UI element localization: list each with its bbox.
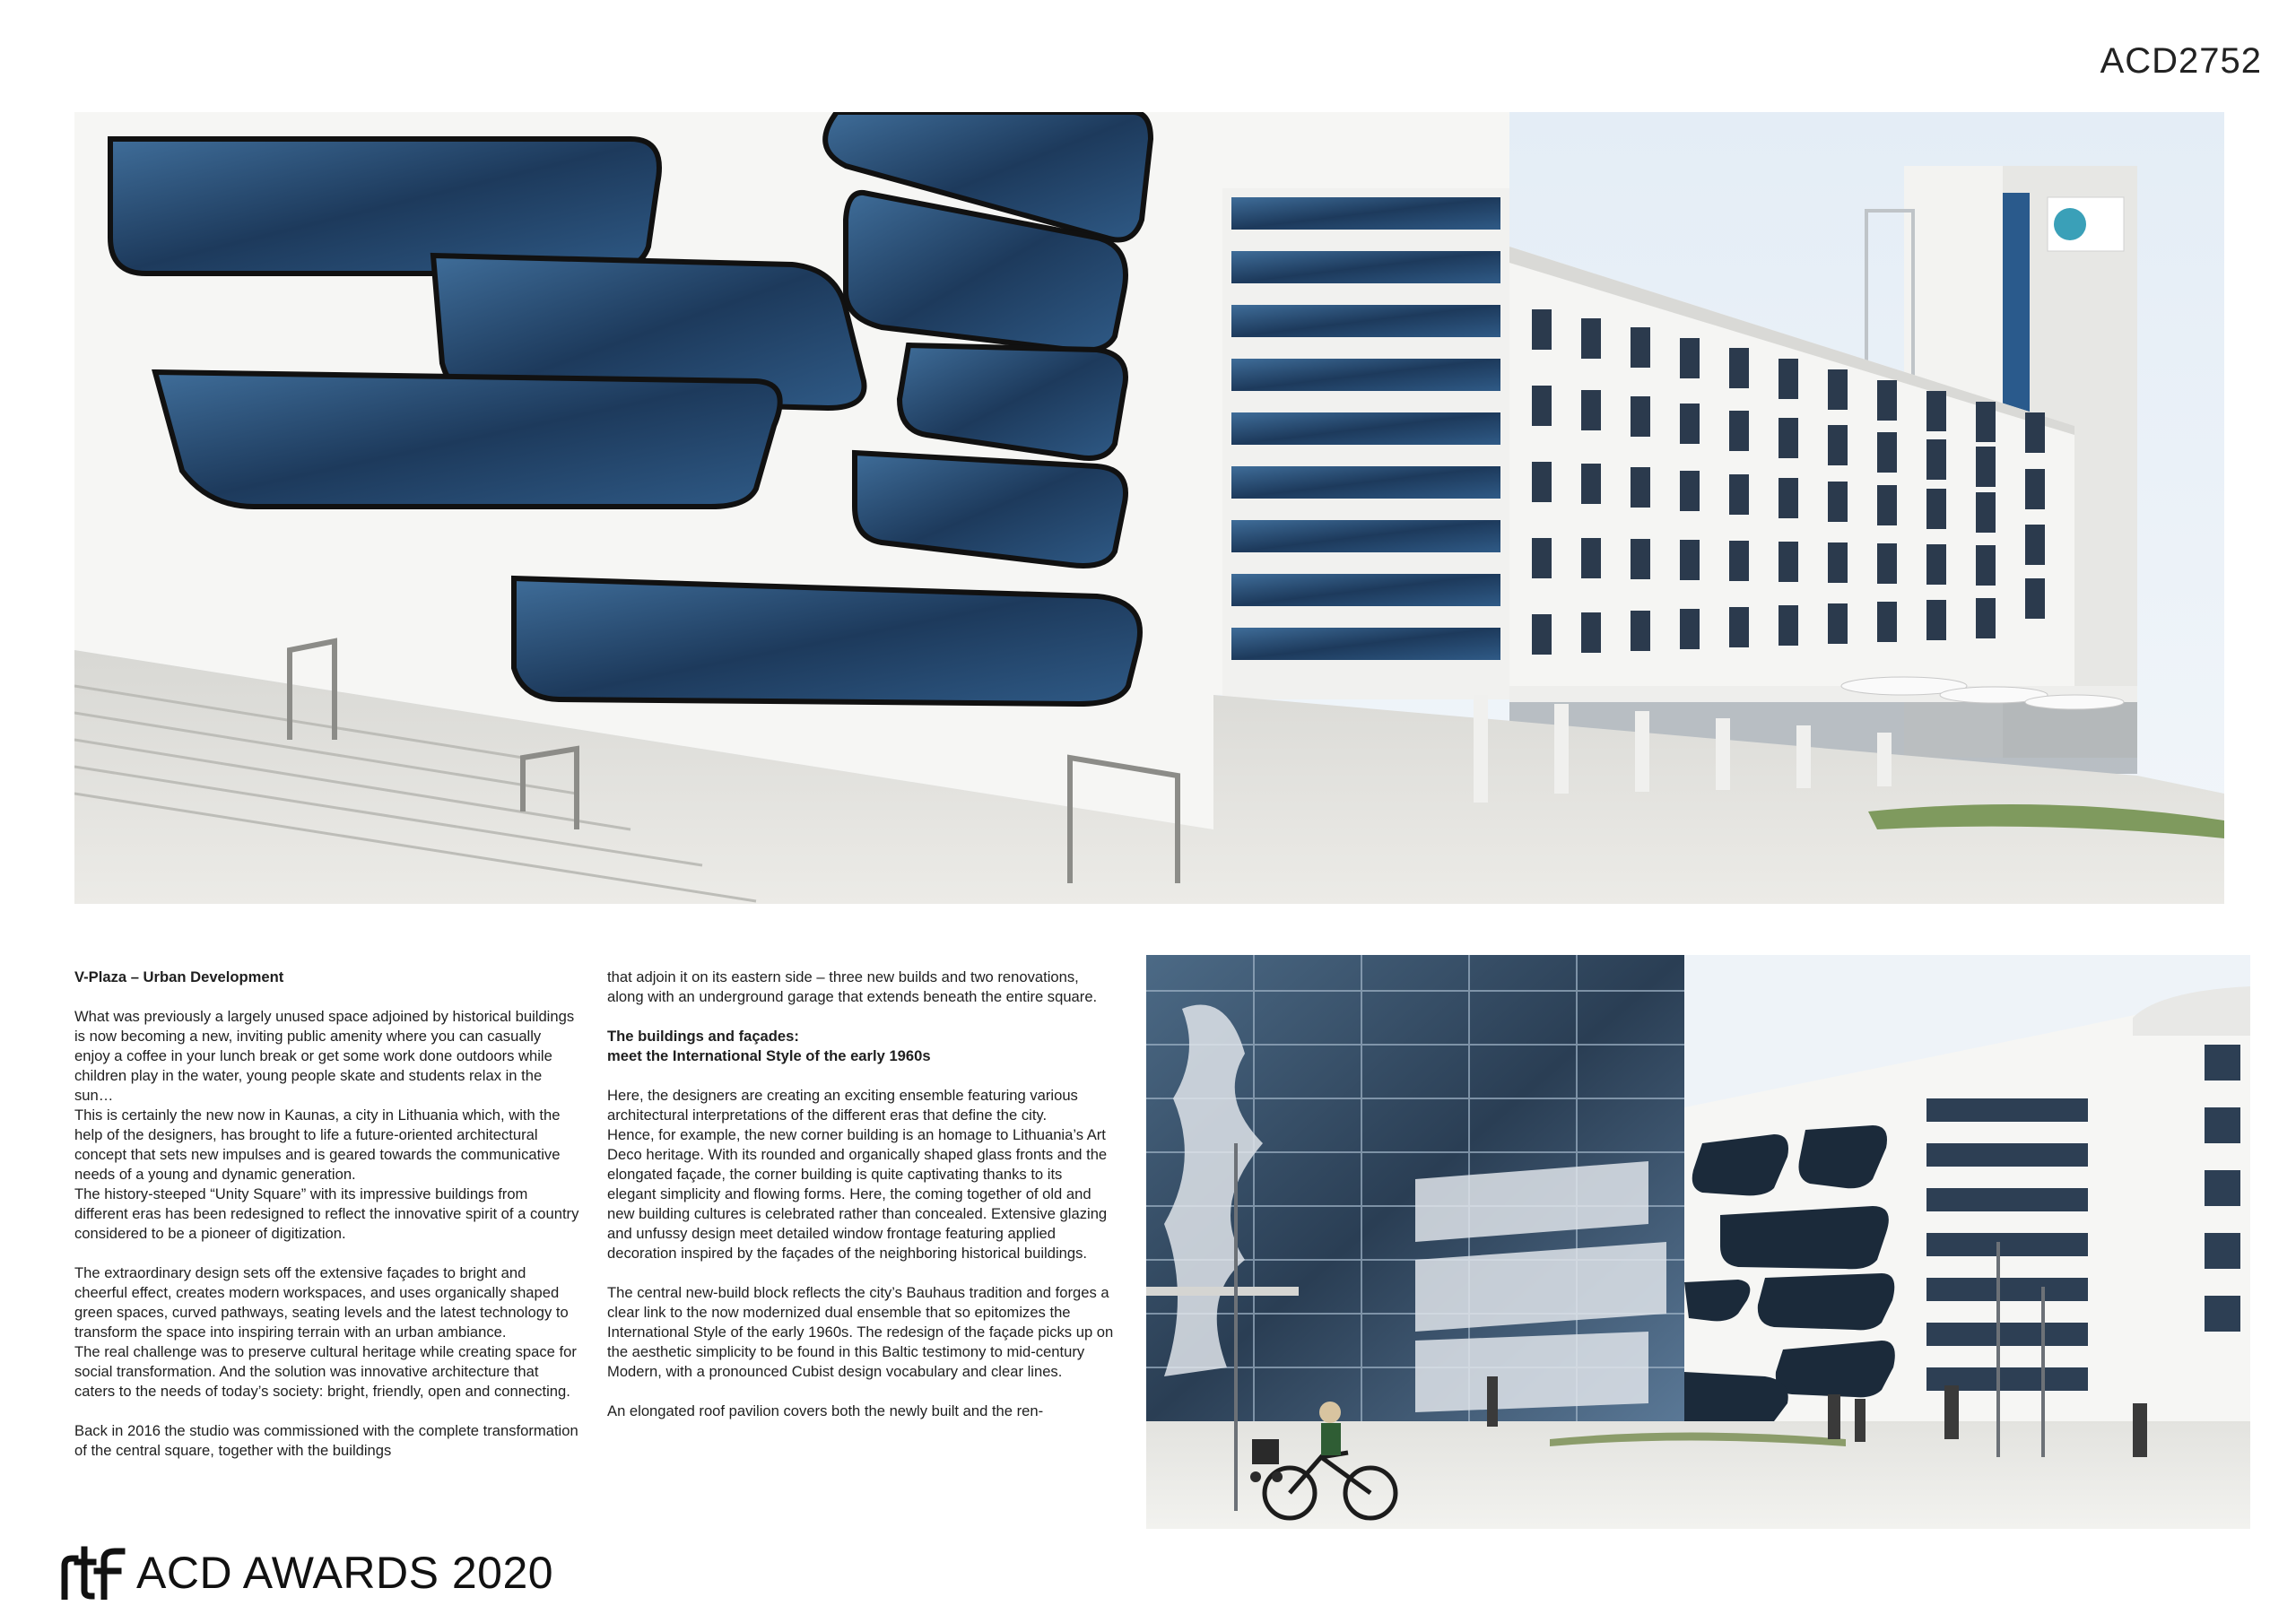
paragraph-continuation: that adjoin it on its eastern side – three new builds and two renovations, along with an underground garage that extends beneath the entire square. [607,968,1098,1005]
section-subheading [607,1027,1114,1066]
rtf-logo-icon [59,1546,127,1600]
footer-logo [59,1546,553,1600]
article-title: V-Plaza – Urban Development [74,968,284,985]
article-column-2 [607,968,1114,1421]
paragraph: Back in 2016 the studio was commissioned with the complete transformation of the central square, together with the buildings [74,1422,578,1459]
paragraph: The real challenge was to preserve cultural heritage while creating space for social transformation. And the solution was innovative architecture that caters to the needs of today’s society: bright, friendly, open and connecting. [74,1343,577,1400]
paragraph: The extraordinary design sets off the extensive façades to bright and cheerful effect, creates modern workspaces, and uses organically shaped green spaces, curved pathways, seating levels and the latest technology to transform the space into inspiring terrain with an urban ambiance. [74,1264,569,1341]
paragraph: Hence, for example, the new corner building is an homage to Lithuania’s Art Deco heritage. With its rounded and organically shaped glass fronts and the elongated façade, the corner building is quite captivating thanks to its elegant simplicity and flowing forms. Here, the coming together of old and new building cultures is celebrated rather than concealed. Extensive glazing and unfussy design meet detailed window frontage featuring applied decoration inspired by the façades of the neighboring historical buildings. [607,1126,1108,1262]
hero-building-illustration [74,112,2224,904]
project-code: ACD2752 [2100,41,2262,81]
paragraph: The history-steeped “Unity Square” with its impressive buildings from different eras has been redesigned to reflect the innovative spirit of a country considered to be a pioneer of digitization. [74,1185,579,1242]
awards-brand-text: ACD AWARDS 2020 [136,1548,554,1598]
subheading-line-2: meet the International Style of the early 1960s [607,1047,931,1064]
secondary-photo [1146,955,2250,1529]
plaza-building-illustration [1146,955,2250,1529]
paragraph: Here, the designers are creating an exciting ensemble featuring various architectural interpretations of the different eras that define the city. [607,1087,1078,1124]
hero-photo [74,112,2224,904]
paragraph: The central new-build block reflects the city’s Bauhaus tradition and forges a clear link to the now modernized dual ensemble that so epitomizes the International Style of the early 1960s. The redesign of the façade picks up on the aesthetic simplicity to be found in this Baltic testimony to mid-century Modern, with a pronounced Cubist design vocabulary and clear lines. [607,1284,1114,1380]
paragraph: This is certainly the new now in Kaunas, a city in Lithuania which, with the help of the designers, has brought to life a future-oriented architectural concept that sets new impulses and is geared towards the communicative needs of a young and dynamic generation. [74,1107,561,1183]
article-column-1 [74,968,580,1461]
paragraph: What was previously a largely unused space adjoined by historical buildings is now becoming a new, inviting public amenity where you can casually enjoy a coffee in your lunch break or get some work done outdoors while children play in the water, young people skate and students relax in the sun… [74,1008,575,1104]
paragraph: An elongated roof pavilion covers both the newly built and the ren- [607,1402,1044,1419]
subheading-line-1: The buildings and façades: [607,1028,799,1045]
